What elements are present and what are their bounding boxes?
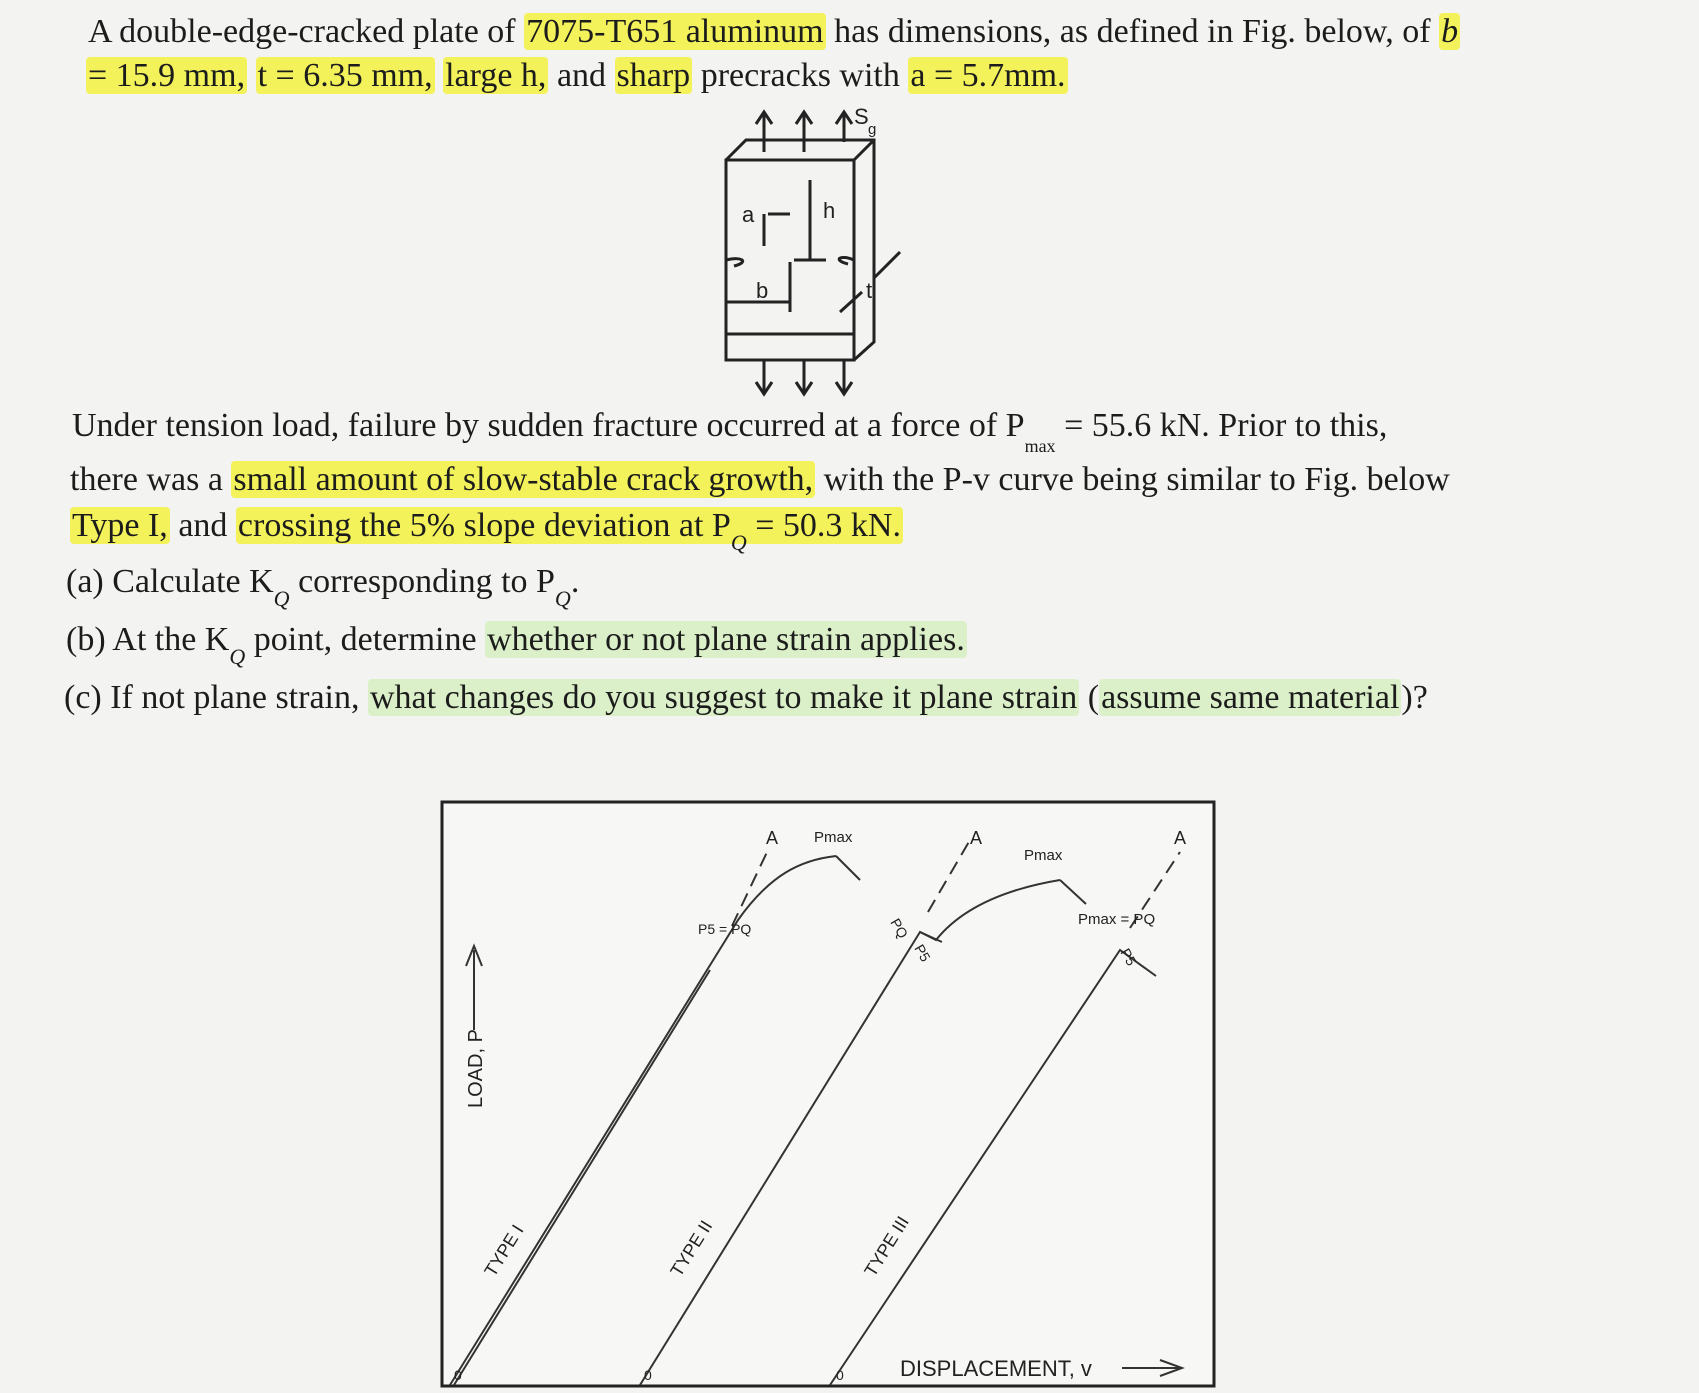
part-c-paren: ( <box>1079 679 1100 716</box>
pmax-ii: Pmax <box>1024 847 1063 864</box>
pq-ii: PQ <box>887 915 912 942</box>
sharp-highlight: sharp <box>616 57 691 94</box>
figure-frame <box>442 802 1214 1386</box>
part-a-text: (a) Calculate K <box>66 563 274 600</box>
type-ii-label: TYPE II <box>666 1216 717 1281</box>
part-b-text-2: point, determine <box>245 621 486 658</box>
pv-curve-figure <box>440 800 1220 1390</box>
slow-growth-highlight: small amount of slow-stable crack growth, <box>233 461 814 498</box>
kq-sub: Q <box>273 586 290 611</box>
p5-iii: P5 <box>1117 945 1140 969</box>
part-c <box>64 678 1428 718</box>
t-label: t <box>866 278 873 303</box>
part-c-end: )? <box>1401 679 1428 716</box>
under-line <box>72 406 1387 466</box>
displacement-axis-label: DISPLACEMENT, v <box>900 1356 1092 1381</box>
a-value: a = 5.7mm. <box>910 57 1066 94</box>
kq-sub-2: Q <box>229 644 246 669</box>
p5-pq-i: P5 = PQ <box>698 921 752 937</box>
part-b-text: (b) At the K <box>66 621 230 658</box>
pq-value: = 50.3 kN. <box>746 507 901 544</box>
b-label: b <box>756 278 769 303</box>
intro-line-1 <box>88 12 1460 52</box>
type-i-label: TYPE I <box>480 1221 528 1281</box>
pmax-i: Pmax <box>814 829 853 846</box>
origin-ii: 0 <box>644 1367 652 1383</box>
same-material-highlight: assume same material <box>1101 679 1400 716</box>
intro-text-2: has dimensions, as defined in Fig. below, of <box>825 13 1440 50</box>
part-a <box>66 562 579 619</box>
type-and: and <box>169 507 236 544</box>
pq-sub-2: Q <box>554 586 571 611</box>
load-axis-label: LOAD, P <box>465 1029 487 1108</box>
part-b <box>66 620 967 677</box>
type-i-highlight: Type I, <box>72 507 168 544</box>
origin-iii: 0 <box>836 1367 844 1383</box>
h-label: h <box>823 198 836 223</box>
there-text-2: with the P-v curve being similar to Fig. below <box>815 461 1450 498</box>
marker-a-ii: A <box>970 828 983 848</box>
pq-sub: Q <box>730 530 747 555</box>
b-variable: b <box>1441 13 1459 50</box>
t-value: t = 6.35 mm, <box>257 57 433 94</box>
p5-ii: P5 <box>911 941 934 965</box>
plane-strain-highlight: whether or not plane strain applies. <box>487 621 965 658</box>
there-text: there was a <box>70 461 232 498</box>
changes-highlight: what changes do you suggest to make it plane strain <box>370 679 1078 716</box>
part-a-period: . <box>570 563 580 600</box>
marker-a-iii: A <box>1174 828 1187 848</box>
intro-text: A double-edge-cracked plate of <box>88 13 525 50</box>
sg-label: S <box>854 104 869 129</box>
under-text: Under tension load, failure by sudden fracture occurred at a force of P <box>72 407 1025 444</box>
type-iii-label: TYPE III <box>860 1212 913 1281</box>
b-value: = 15.9 mm, <box>88 57 246 94</box>
material-highlight: 7075-T651 aluminum <box>526 13 824 50</box>
and-text: and <box>548 57 615 94</box>
origin-i: 0 <box>454 1367 462 1383</box>
large-h: large h, <box>445 57 547 94</box>
crossing-highlight: crossing the 5% slope deviation at P <box>237 507 731 544</box>
pmax-sub: max <box>1024 436 1056 456</box>
pmax-pq-iii: Pmax = PQ <box>1078 911 1156 928</box>
there-line <box>70 460 1450 500</box>
part-c-text: (c) If not plane strain, <box>64 679 368 716</box>
type-line <box>70 506 903 563</box>
intro-line-2 <box>86 56 1068 96</box>
under-text-2: = 55.6 kN. Prior to this, <box>1055 407 1388 444</box>
sg-sub-label: g <box>868 121 877 138</box>
marker-a-i: A <box>766 828 779 848</box>
precracks-text: precracks with <box>692 57 909 94</box>
a-label: a <box>742 202 755 227</box>
part-a-text-2: corresponding to P <box>289 563 555 600</box>
specimen-figure <box>690 102 930 402</box>
